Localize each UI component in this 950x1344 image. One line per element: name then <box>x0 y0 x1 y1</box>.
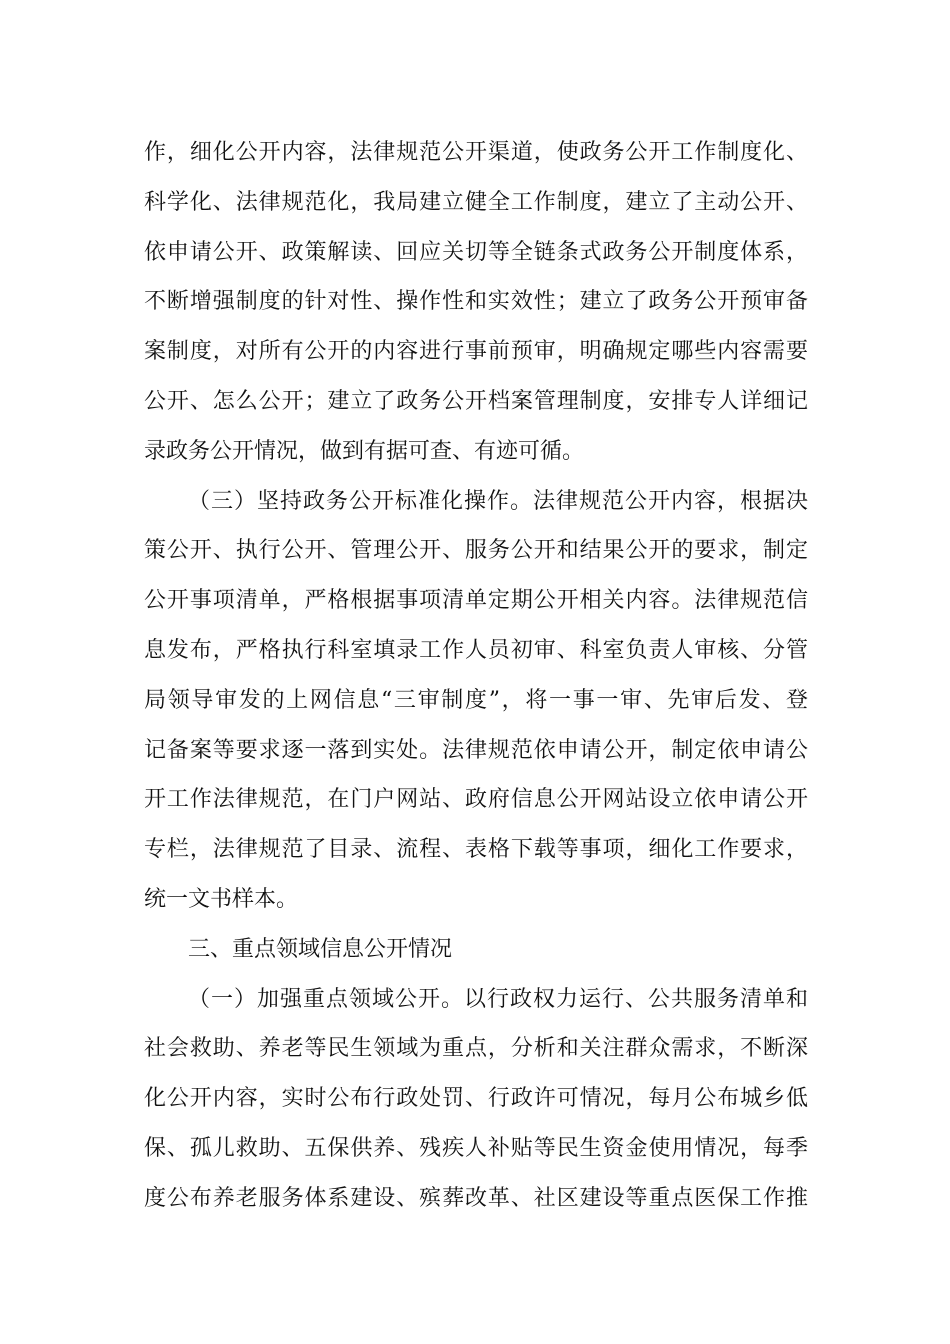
text-line: 案制度，对所有公开的内容进行事前预审，明确规定哪些内容需要 <box>144 339 808 365</box>
text-line: 开工作法律规范，在门户网站、政府信息公开网站设立依申请公开 <box>144 787 808 813</box>
text-line: 记备案等要求逐一落到实处。法律规范依申请公开，制定依申请公 <box>144 737 808 763</box>
text-line: （三）坚持政务公开标准化操作。法律规范公开内容，根据决 <box>188 488 808 514</box>
text-line: （一）加强重点领域公开。以行政权力运行、公共服务清单和 <box>188 986 808 1012</box>
text-line: 社会救助、养老等民生领域为重点，分析和关注群众需求，不断深 <box>144 1036 808 1062</box>
text-line: 保、孤儿救助、五保供养、残疾人补贴等民生资金使用情况，每季 <box>144 1135 808 1161</box>
text-line: 度公布养老服务体系建设、殡葬改革、社区建设等重点医保工作推 <box>144 1185 808 1211</box>
text-line: 不断增强制度的针对性、操作性和实效性；建立了政务公开预审备 <box>144 289 808 315</box>
text-line: 作，细化公开内容，法律规范公开渠道，使政务公开工作制度化、 <box>144 140 808 165</box>
body-text <box>144 128 808 1224</box>
text-line: 策公开、执行公开、管理公开、服务公开和结果公开的要求，制定 <box>144 538 808 564</box>
text-line: 公开事项清单，严格根据事项清单定期公开相关内容。法律规范信 <box>144 588 808 614</box>
section-heading: 三、重点领域信息公开情况 <box>188 936 453 962</box>
text-line: 专栏，法律规范了目录、流程、表格下载等事项，细化工作要求， <box>144 837 808 863</box>
text-line: 息发布，严格执行科室填录工作人员初审、科室负责人审核、分管 <box>144 637 808 663</box>
text-line: 化公开内容，实时公布行政处罚、行政许可情况，每月公布城乡低 <box>144 1086 808 1112</box>
text-line: 录政务公开情况，做到有据可查、有迹可循。 <box>144 438 585 464</box>
text-line: 统一文书样本。 <box>144 886 299 912</box>
text-line: 依申请公开、政策解读、回应关切等全链条式政务公开制度体系， <box>144 239 808 265</box>
text-line: 局领导审发的上网信息“三审制度”，将一事一审、先审后发、登 <box>144 687 808 713</box>
text-line: 公开、怎么公开；建立了政务公开档案管理制度，安排专人详细记 <box>144 388 808 414</box>
text-line: 科学化、法律规范化，我局建立健全工作制度，建立了主动公开、 <box>144 189 808 215</box>
